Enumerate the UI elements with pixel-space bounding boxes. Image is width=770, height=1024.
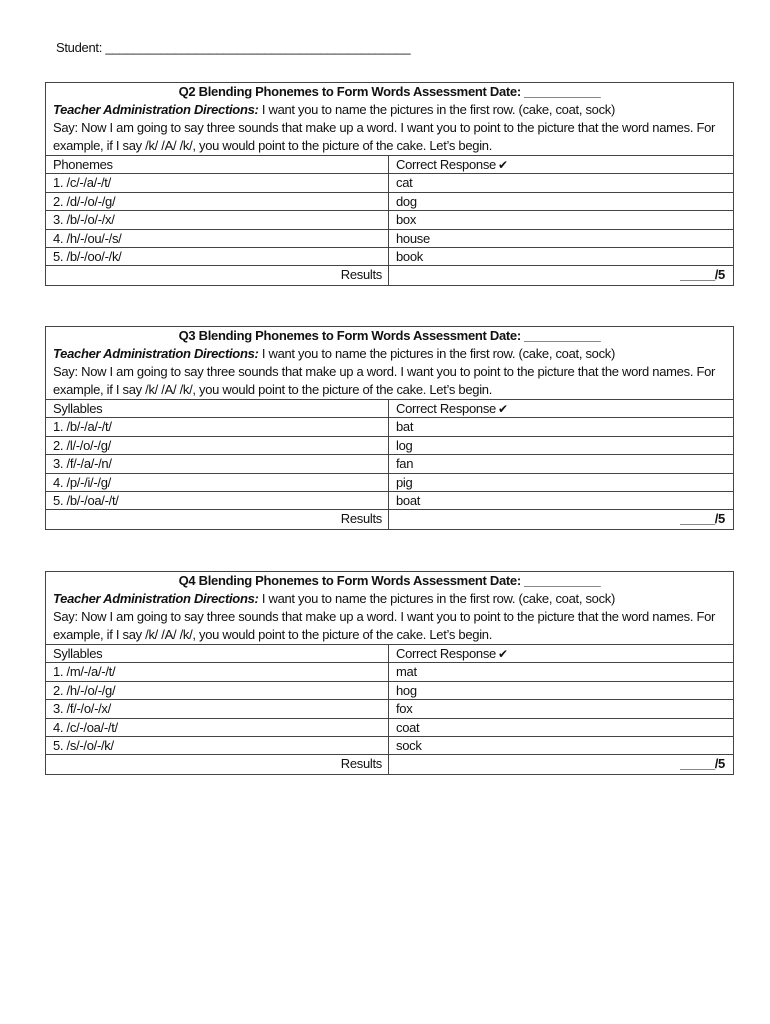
column-header-response-label: Correct Response (396, 401, 496, 416)
check-mark-icon: ✔ (497, 158, 508, 172)
response-cell: cat (396, 175, 413, 191)
table-row (46, 193, 733, 211)
directions-text: I want you to name the pictures in the first row. (cake, coat, sock) (258, 346, 616, 361)
phoneme-cell: 3. /b/-/o/-/x/ (46, 211, 389, 228)
column-header-response-label: Correct Response (396, 646, 496, 661)
table-header-row (46, 156, 733, 174)
response-cell: coat (396, 719, 420, 735)
phoneme-cell: 4. /h/-/ou/-/s/ (46, 230, 389, 247)
phoneme-cell: 5. /b/-/oo/-/k/ (46, 248, 389, 265)
table-row (46, 663, 733, 681)
results-label: Results (46, 755, 389, 773)
phoneme-cell: 1. /b/-/a/-/t/ (46, 418, 389, 435)
results-row (46, 266, 733, 284)
check-mark-icon: ✔ (497, 647, 508, 661)
results-label: Results (46, 510, 389, 528)
directions (53, 590, 726, 608)
table-row (46, 437, 733, 455)
say-instructions: Say: Now I am going to say three sounds that make up a word. I want you to point to the picture that the word names. For example, if I say /k/ /A/ /k/, you would point to the picture of the cake. Let’s begin. (53, 364, 716, 397)
table-row (46, 230, 733, 248)
phoneme-cell: 1. /m/-/a/-/t/ (46, 663, 389, 680)
column-header-response (389, 645, 733, 662)
directions-label: Teacher Administration Directions: (53, 102, 259, 117)
assessment-q3 (45, 326, 734, 530)
phoneme-cell: 2. /l/-/o/-/g/ (46, 437, 389, 454)
phoneme-cell: 5. /b/-/oa/-/t/ (46, 492, 389, 509)
response-cell: bat (396, 419, 414, 435)
say-instructions: Say: Now I am going to say three sounds that make up a word. I want you to point to the picture that the word names. For example, if I say /k/ /A/ /k/, you would point to the picture of the cake. Let’s begin. (53, 120, 716, 153)
phoneme-cell: 2. /h/-/o/-/g/ (46, 682, 389, 699)
response-cell: fox (396, 701, 413, 717)
say-instructions: Say: Now I am going to say three sounds that make up a word. I want you to point to the picture that the word names. For example, if I say /k/ /A/ /k/, you would point to the picture of the cake. Let’s begin. (53, 609, 716, 642)
table-header-row (46, 645, 733, 663)
directions (53, 101, 726, 119)
results-row (46, 755, 733, 773)
phoneme-cell: 5. /s/-/o/-/k/ (46, 737, 389, 754)
assessment-title: Q2 Blending Phonemes to Form Words Assessment Date: ___________ (178, 84, 601, 99)
table-row (46, 719, 733, 737)
assessment-title: Q3 Blending Phonemes to Form Words Assessment Date: ___________ (178, 328, 601, 343)
response-cell: book (396, 248, 423, 264)
column-header-response-label: Correct Response (396, 157, 496, 172)
column-header-phonemes: Phonemes (46, 156, 389, 173)
phoneme-cell: 3. /f/-/a/-/n/ (46, 455, 389, 472)
assessment-header (46, 83, 733, 156)
directions-text: I want you to name the pictures in the first row. (cake, coat, sock) (258, 591, 616, 606)
table-row (46, 418, 733, 436)
assessment-q4 (45, 571, 734, 775)
table-row (46, 682, 733, 700)
table-row (46, 700, 733, 718)
response-cell: log (396, 437, 413, 453)
table-row (46, 174, 733, 192)
response-cell: box (396, 212, 417, 228)
assessment-title: Q4 Blending Phonemes to Form Words Assessment Date: ___________ (178, 573, 601, 588)
table-row (46, 455, 733, 473)
directions-label: Teacher Administration Directions: (53, 591, 259, 606)
response-cell: mat (396, 664, 417, 680)
assessment-header (46, 327, 733, 400)
results-label: Results (46, 266, 389, 284)
table-header-row (46, 400, 733, 418)
response-cell: boat (396, 492, 421, 508)
table-row (46, 211, 733, 229)
results-row (46, 510, 733, 528)
response-cell: sock (396, 737, 422, 753)
results-score: _____/5 (680, 756, 725, 772)
column-header-syllables: Syllables (46, 645, 389, 662)
column-header-response (389, 156, 733, 173)
column-header-syllables: Syllables (46, 400, 389, 417)
phoneme-cell: 2. /d/-/o/-/g/ (46, 193, 389, 210)
assessment-q2 (45, 82, 734, 286)
table-row (46, 474, 733, 492)
check-mark-icon: ✔ (497, 402, 508, 416)
directions-text: I want you to name the pictures in the first row. (cake, coat, sock) (258, 102, 616, 117)
results-score: _____/5 (680, 267, 725, 283)
response-cell: hog (396, 682, 417, 698)
column-header-response (389, 400, 733, 417)
student-name-line: Student: ____________________________________________ (56, 40, 411, 55)
table-row (46, 492, 733, 510)
response-cell: dog (396, 193, 417, 209)
table-row (46, 248, 733, 266)
table-row (46, 737, 733, 755)
results-score: _____/5 (680, 511, 725, 527)
phoneme-cell: 1. /c/-/a/-/t/ (46, 174, 389, 191)
directions-label: Teacher Administration Directions: (53, 346, 259, 361)
directions (53, 345, 726, 363)
phoneme-cell: 3. /f/-/o/-/x/ (46, 700, 389, 717)
response-cell: pig (396, 474, 413, 490)
phoneme-cell: 4. /p/-/i/-/g/ (46, 474, 389, 491)
phoneme-cell: 4. /c/-/oa/-/t/ (46, 719, 389, 736)
assessment-header (46, 572, 733, 645)
response-cell: house (396, 230, 430, 246)
response-cell: fan (396, 456, 414, 472)
